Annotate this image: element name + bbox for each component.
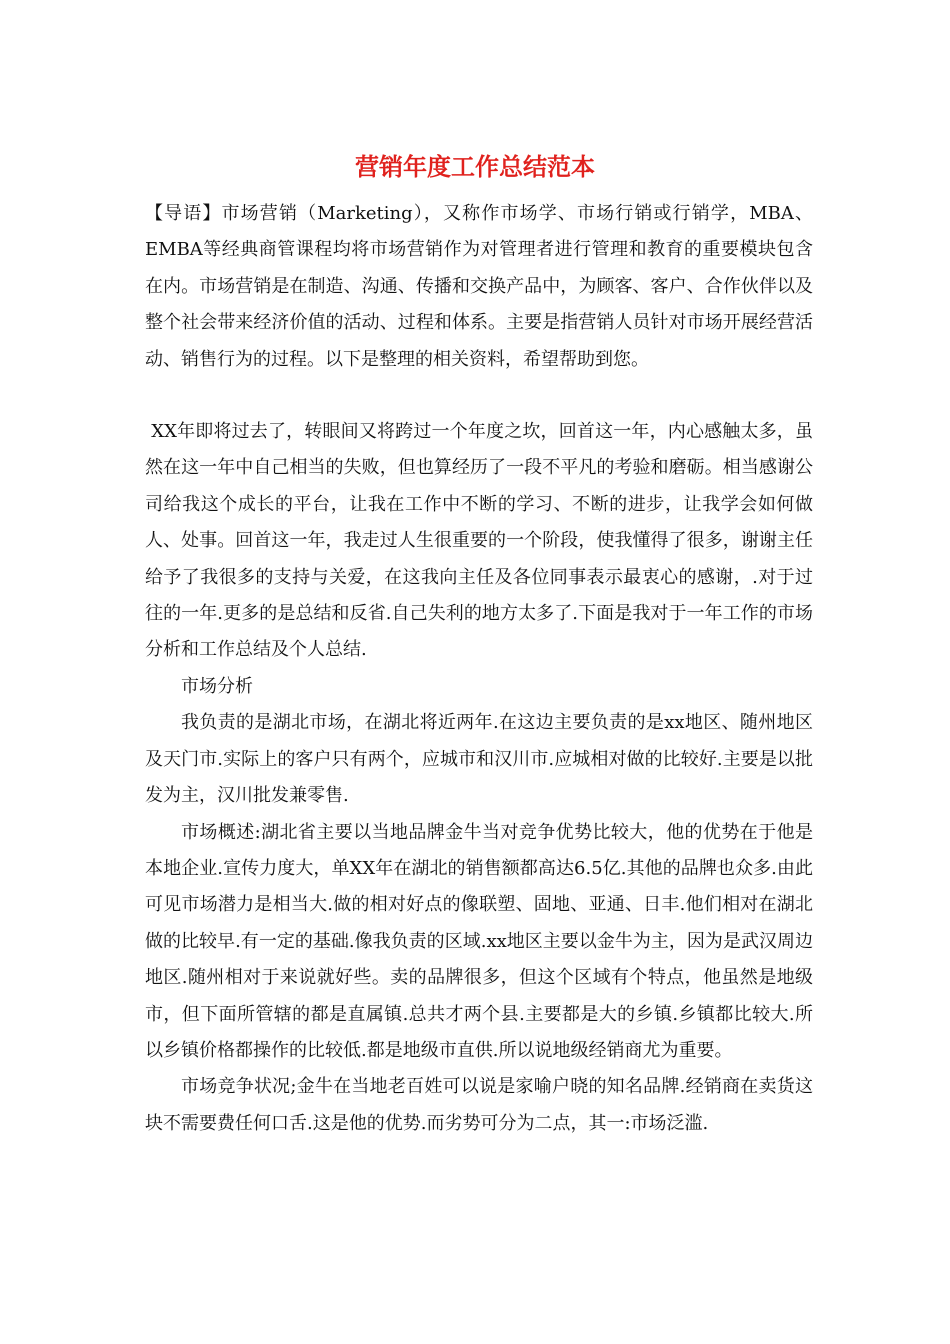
body-paragraph-market-overview: 市场概述:湖北省主要以当地品牌金牛当对竞争优势比较大，他的优势在于他是本地企业.宣传力度大，单XX年在湖北的销售额都高达6.5亿.其他的品牌也众多.由此可见市场潜力是相当大.做的相对好点的像联塑、固地、亚通、日丰.他们相对在湖北做的比较早.有一定的基础.像我负责的区域.xx地区主要以金牛为主，因为是武汉周边地区.随州相对于来说就好些。卖的品牌很多，但这个区域有个特点，他虽然是地级市，但下面所管辖的都是直属镇.总共才两个县.主要都是大的乡镇.乡镇都比较大.所以乡镇价格都操作的比较低.都是地级市直供.所以说地级经销商尤为重要。 (145, 821, 813, 1061)
body-paragraph-competition: 市场竞争状况;金牛在当地老百姓可以说是家喻户晓的知名品牌.经销商在卖货这块不需要费任何口舌.这是他的优势.而劣势可分为二点，其一:市场泛滥. (145, 1076, 813, 1134)
intro-paragraph: 【导语】市场营销（Marketing），又称作市场学、市场行销或行销学，MBA、EMBA等经典商管课程均将市场营销作为对管理者进行管理和教育的重要模块包含在内。市场营销是在制造、沟通、传播和交换产品中，为顾客、客户、合作伙伴以及整个社会带来经济价值的活动、过程和体系。主要是指营销人员针对市场开展经营活动、销售行为的过程。以下是整理的相关资料，希望帮助到您。 (145, 203, 813, 370)
document-title: 营销年度工作总结范本 (355, 152, 595, 181)
body-paragraph-year-review: XX年即将过去了，转眼间又将跨过一个年度之坎，回首这一年，内心感触太多，虽然在这一年中自己相当的失败，但也算经历了一段不平凡的考验和磨砺。相当感谢公司给我这个成长的平台，让我在工作中不断的学习、不断的进步，让我学会如何做人、处事。回首这一年，我走过人生很重要的一个阶段，使我懂得了很多，谢谢主任给予了我很多的支持与关爱，在这我向主任及各位同事表示最衷心的感谢，.对于过往的一年.更多的是总结和反省.自己失利的地方太多了.下面是我对于一年工作的市场分析和工作总结及个人总结. (145, 421, 813, 661)
body-paragraph-responsibility: 我负责的是湖北市场，在湖北将近两年.在这边主要负责的是xx地区、随州地区及天门市.实际上的客户只有两个，应城市和汉川市.应城相对做的比较好.主要是以批发为主，汉川批发兼零售. (145, 712, 813, 807)
document-body (145, 196, 813, 1142)
section-heading-market-analysis: 市场分析 (181, 675, 253, 697)
